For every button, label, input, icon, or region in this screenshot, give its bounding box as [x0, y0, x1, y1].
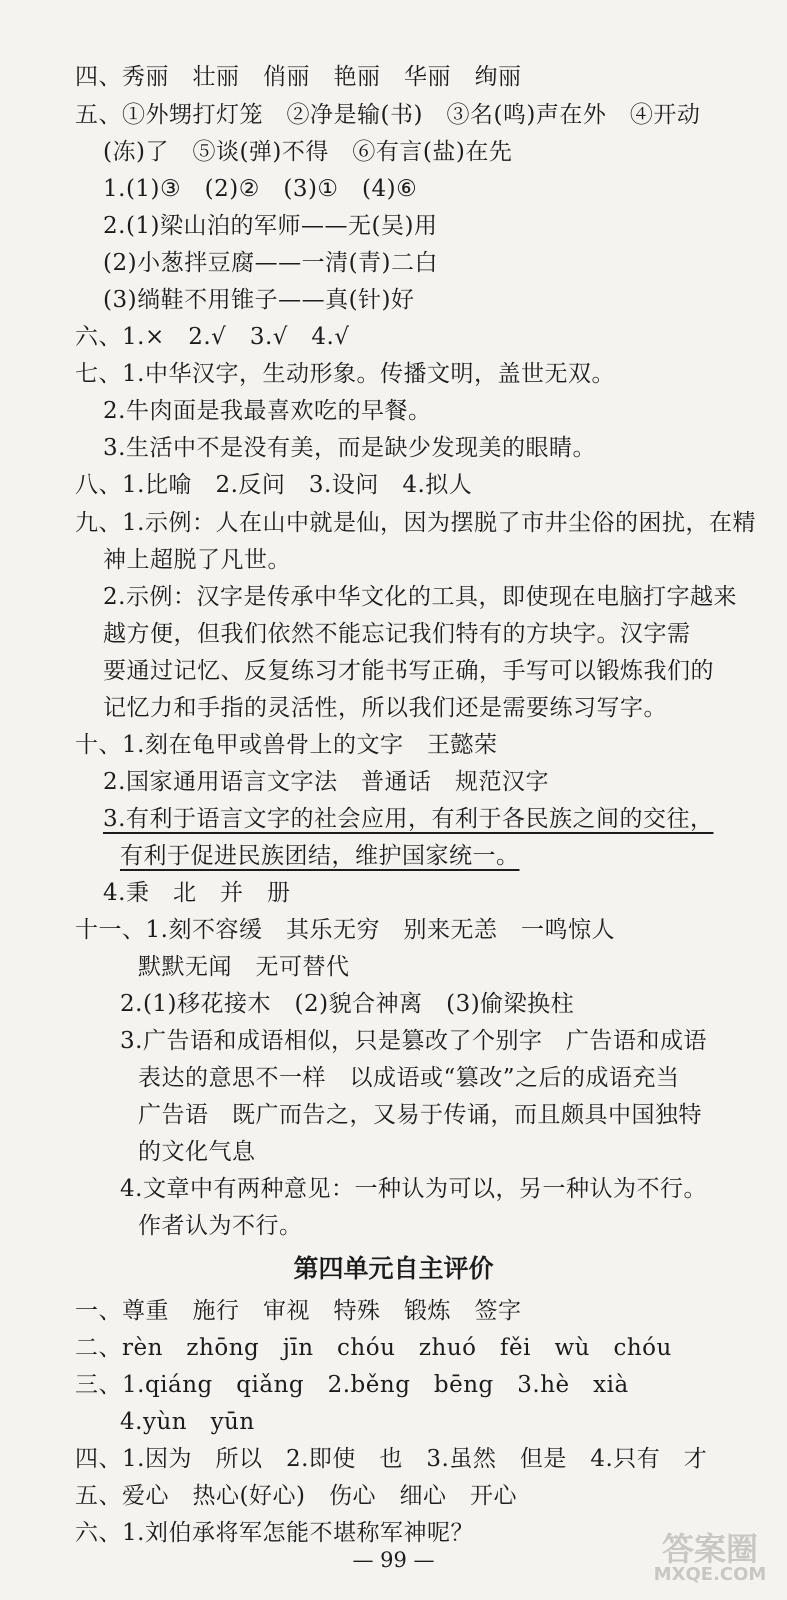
- answer-line: 3.广告语和成语相似，只是篡改了个别字 广告语和成语: [120, 1028, 707, 1054]
- answer-line: 越方便，但我们依然不能忘记我们特有的方块字。汉字需: [103, 621, 691, 647]
- answer-line: 2.国家通用语言文字法 普通话 规范汉字: [103, 769, 549, 795]
- answer-line: 要通过记忆、反复练习才能书写正确，手写可以锻炼我们的: [103, 658, 714, 684]
- answer-line: 四、1.因为 所以 2.即使 也 3.虽然 但是 4.只有 才: [75, 1446, 708, 1472]
- answer-line: 4.yùn yūn: [120, 1409, 255, 1435]
- answer-line: 3.生活中不是没有美，而是缺少发现美的眼睛。: [103, 435, 596, 461]
- answer-line: 2.(1)移花接木 (2)貌合神离 (3)偷梁换柱: [120, 991, 575, 1017]
- answer-line: 表达的意思不一样 以成语或“篡改”之后的成语充当: [138, 1065, 680, 1091]
- answer-line: 二、rèn zhōng jīn chóu zhuó fěi wù chóu: [75, 1335, 672, 1361]
- answer-line: 2.示例：汉字是传承中华文化的工具，即使现在电脑打字越来: [103, 584, 737, 610]
- answer-line: (3)绱鞋不用锥子——真(针)好: [103, 287, 415, 313]
- answer-line: 四、秀丽 壮丽 俏丽 艳丽 华丽 绚丽: [75, 64, 522, 90]
- answer-line: 五、①外甥打灯笼 ②净是输(书) ③名(鸣)声在外 ④开动: [75, 102, 701, 128]
- answer-line: 4.文章中有两种意见：一种认为可以，另一种认为不行。: [120, 1176, 707, 1202]
- answer-line: 1.(1)③ (2)② (3)① (4)⑥: [103, 176, 418, 202]
- answer-line: (冻)了 ⑤谈(弹)不得 ⑥有言(盐)在先: [103, 139, 513, 165]
- section-heading: 第四单元自主评价: [293, 1254, 494, 1283]
- answer-line: (2)小葱拌豆腐——一清(青)二白: [103, 250, 439, 276]
- answer-line: 2.牛肉面是我最喜欢吃的早餐。: [103, 398, 432, 424]
- watermark-text: 答案圈: [661, 1530, 758, 1568]
- answer-line: 十一、1.刻不容缓 其乐无穷 别来无恙 一鸣惊人: [75, 917, 615, 943]
- watermark-logo: [651, 1520, 769, 1590]
- answer-line: 神上超脱了凡世。: [103, 547, 291, 573]
- answer-line: 九、1.示例：人在山中就是仙，因为摆脱了市井尘俗的困扰，在精: [75, 510, 756, 536]
- answer-line: 默默无闻 无可替代: [138, 954, 350, 980]
- watermark-domain: MXQE.COM: [653, 1564, 767, 1585]
- answer-line: 2.(1)梁山泊的军师——无(吴)用: [103, 213, 438, 239]
- answer-line: 一、尊重 施行 审视 特殊 锻炼 签字: [75, 1298, 522, 1324]
- answer-line: 八、1.比喻 2.反问 3.设问 4.拟人: [75, 472, 473, 498]
- answer-line: 六、1.× 2.√ 3.√ 4.√: [75, 324, 350, 350]
- answer-line: 十、1.刻在龟甲或兽骨上的文字 王懿荣: [75, 732, 498, 758]
- answer-line: 记忆力和手指的灵活性，所以我们还是需要练习写字。: [103, 695, 667, 721]
- underlined-answer-line: 有利于促进民族团结，维护国家统一。: [120, 843, 520, 869]
- answer-line: 作者认为不行。: [138, 1213, 303, 1239]
- answer-line: 广告语 既广而告之，又易于传诵，而且颇具中国独特: [138, 1102, 702, 1128]
- underlined-answer-line: 3.有利于语言文字的社会应用，有利于各民族之间的交往，: [103, 806, 714, 832]
- answer-line: 的文化气息: [138, 1139, 256, 1165]
- answer-line: 三、1.qiáng qiǎng 2.běng bēng 3.hè xià: [75, 1372, 629, 1398]
- answer-line: 五、爱心 热心(好心) 伤心 细心 开心: [75, 1483, 517, 1509]
- answer-line: 4.秉 北 并 册: [103, 880, 291, 906]
- page-number: — 99 —: [352, 1548, 435, 1572]
- answer-line: 七、1.中华汉字，生动形象。传播文明，盖世无双。: [75, 361, 615, 387]
- answer-line: 六、1.刘伯承将军怎能不堪称军神呢？: [75, 1520, 474, 1546]
